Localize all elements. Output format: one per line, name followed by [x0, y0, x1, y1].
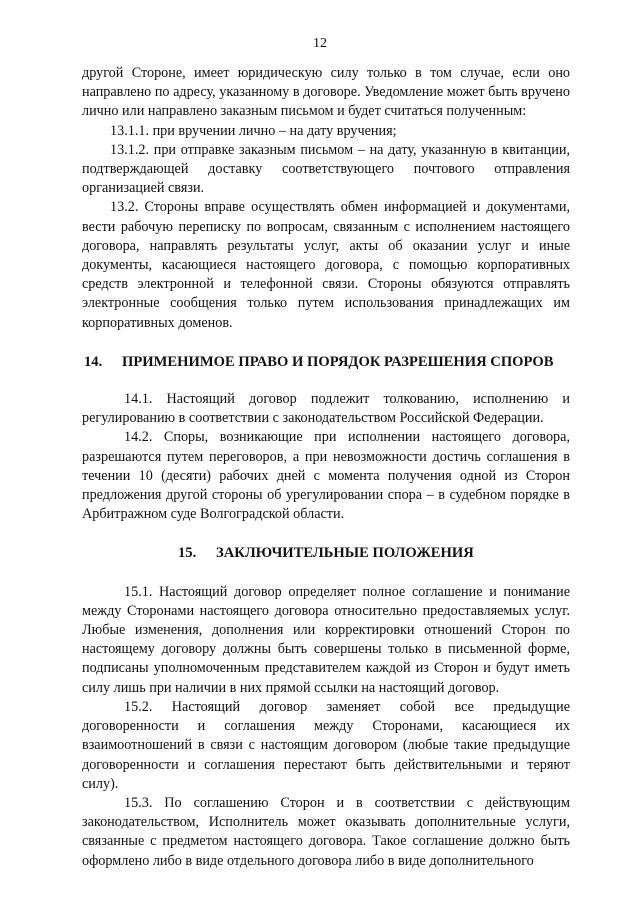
section-14-title: ПРИМЕНИМОЕ ПРАВО И ПОРЯДОК РАЗРЕШЕНИЯ СПОРОВ — [122, 353, 554, 370]
paragraph-14-1: 14.1. Настоящий договор подлежит толкованию, исполнению и регулированию в соответствии с законодательством Российской Федерации. — [82, 391, 570, 427]
paragraph-15-2: 15.2. Настоящий договор заменяет собой все предыдущие договоренности и соглашения между Сторонами, касающиеся их взаимоотношений в связи с настоящим договором (любые такие предыдущие договоренности и соглашения перестают быть действительными и теряют силу). — [82, 698, 570, 792]
paragraph-13-1-2: 13.1.2. при отправке заказным письмом – на дату, указанную в квитанции, подтверждающей доставку соответствующего почтового отправления организацией связи. — [82, 141, 570, 197]
section-14-number: 14. — [84, 353, 103, 370]
section-15-heading — [82, 544, 570, 563]
paragraph-13-1-1: 13.1.1. при вручении лично – на дату вручения; — [110, 122, 397, 139]
document-body — [82, 64, 570, 871]
paragraph-15-3: 15.3. По соглашению Сторон и в соответствии с действующим законодательством, Исполнитель может оказывать дополнительные услуги, связанные с предметом настоящего договора. Такое соглашение должно быть оформлено либо в виде отдельного договора либо в виде дополнительного — [82, 794, 570, 869]
page-number: 12 — [313, 36, 327, 51]
paragraph-13-1-continued: другой Стороне, имеет юридическую силу только в том случае, если оно направлено по адресу, указанному в договоре. Уведомление может быть вручено лично или направлено заказным письмом и будет считаться полученным: — [82, 65, 570, 120]
paragraph-14-2: 14.2. Споры, возникающие при исполнении настоящего договора, разрешаются путем переговоров, а при невозможности достичь соглашения в течении 10 (десяти) рабочих дней с момента получения одной из Сторон предложения другой стороны об урегулировании спора – в судебном порядке в Арбитражном суде Волгоградской области. — [82, 429, 570, 523]
paragraph-15-1: 15.1. Настоящий договор определяет полное соглашение и понимание между Сторонами настоящего договора относительно предоставляемых услуг. Любые изменения, дополнения или корректировки отношений Сторон по настоящему договору должны быть совершены только в письменной форме, подписаны уполномоченным представителем каждой из Сторон и будут иметь силу лишь при наличии в них прямой ссылки на настоящий договор. — [82, 583, 570, 696]
section-14-heading — [82, 353, 570, 372]
section-15-title: ЗАКЛЮЧИТЕЛЬНЫЕ ПОЛОЖЕНИЯ — [216, 545, 474, 562]
paragraph-13-2: 13.2. Стороны вправе осуществлять обмен информацией и документами, вести рабочую переписку по вопросам, связанным с исполнением настоящего договора, направлять результаты услуг, акты об оказании услуг и иные документы, касающиеся настоящего договора, с помощью корпоративных средств электронной и телефонной связи. Стороны обязуются отправлять электронные сообщения только путем использования принадлежащих им корпоративных доменов. — [82, 199, 570, 331]
section-15-number: 15. — [178, 545, 197, 562]
